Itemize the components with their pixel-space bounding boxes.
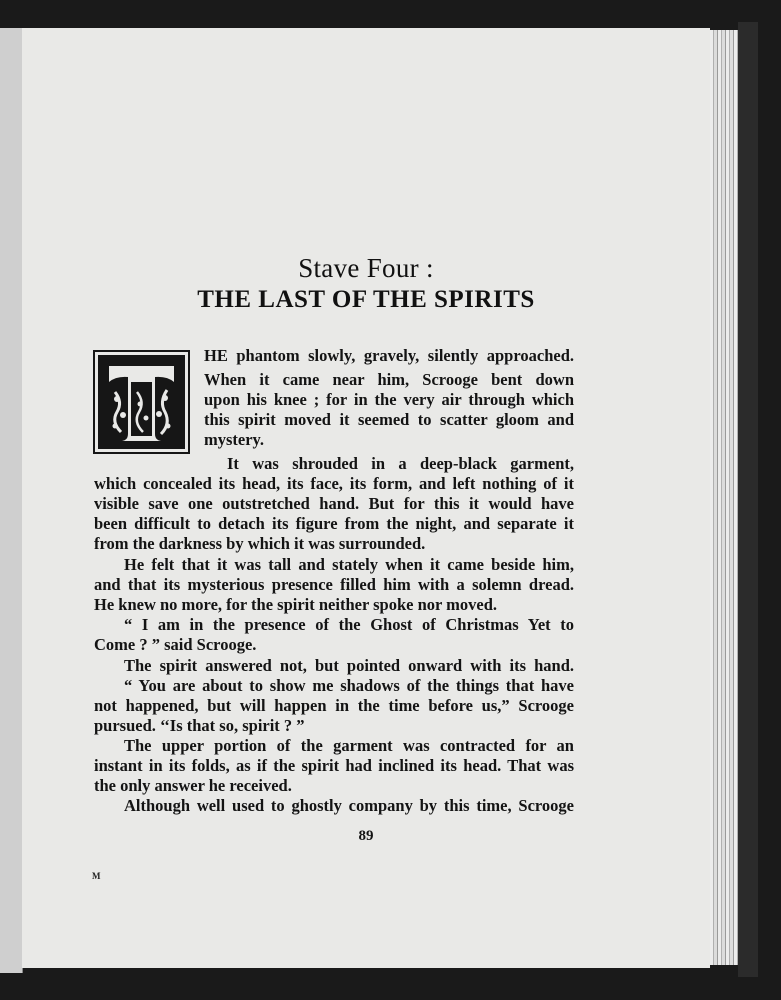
text-line: been difficult to detach its figure from the night, and separate it xyxy=(94,514,574,533)
text-line: from the darkness by which it was surrounded. xyxy=(94,534,426,553)
text-line: “ I am in the presence of the Ghost of Christmas Yet to xyxy=(124,615,574,634)
text-line: Come ? ” said Scrooge. xyxy=(94,635,257,654)
chapter-title: THE LAST OF THE SPIRITS xyxy=(197,286,535,313)
text-line: not happened, but will happen in the time before us,” Scrooge xyxy=(94,696,574,715)
book-page xyxy=(22,28,710,968)
text-line: upon his knee ; for in the very air through which xyxy=(204,390,574,409)
text-line: It was shrouded in a deep-black garment, xyxy=(227,454,574,473)
page-stack-edge xyxy=(706,30,738,965)
book-cover-edge xyxy=(738,22,758,977)
text-line: which concealed its head, its face, its form, and left nothing of it xyxy=(94,474,574,493)
stave-heading: Stave Four : xyxy=(298,253,434,283)
text-line: the only answer he received. xyxy=(94,776,292,795)
text-line: this spirit moved it seemed to scatter gloom and xyxy=(204,410,574,429)
text-line: When it came near him, Scrooge bent down xyxy=(204,370,574,389)
text-line: visible save one outstretched hand. But for this it would have xyxy=(94,494,574,513)
text-line: mystery. xyxy=(204,430,265,449)
text-line: and that its mysterious presence filled him with a solemn dread. xyxy=(94,575,574,594)
text-line: instant in its folds, as if the spirit had inclined its head. That was xyxy=(94,756,574,775)
text-line: Although well used to ghostly company by this time, Scrooge xyxy=(124,796,574,815)
signature-mark: M xyxy=(92,871,101,881)
drop-cap-illustration xyxy=(93,350,190,454)
text-line: HE phantom slowly, gravely, silently approached. xyxy=(204,346,574,365)
text-line: “ You are about to show me shadows of the things that have xyxy=(124,676,574,695)
text-line: He felt that it was tall and stately when it came beside him, xyxy=(124,555,574,574)
text-line: The upper portion of the garment was contracted for an xyxy=(124,736,574,755)
text-line: The spirit answered not, but pointed onward with its hand. xyxy=(124,656,574,675)
text-line: He knew no more, for the spirit neither spoke nor moved. xyxy=(94,595,498,614)
text-line: pursued. ‘‘Is that so, spirit ? ” xyxy=(94,716,305,735)
page-number: 89 xyxy=(358,828,374,844)
book-left-edge xyxy=(0,28,23,973)
